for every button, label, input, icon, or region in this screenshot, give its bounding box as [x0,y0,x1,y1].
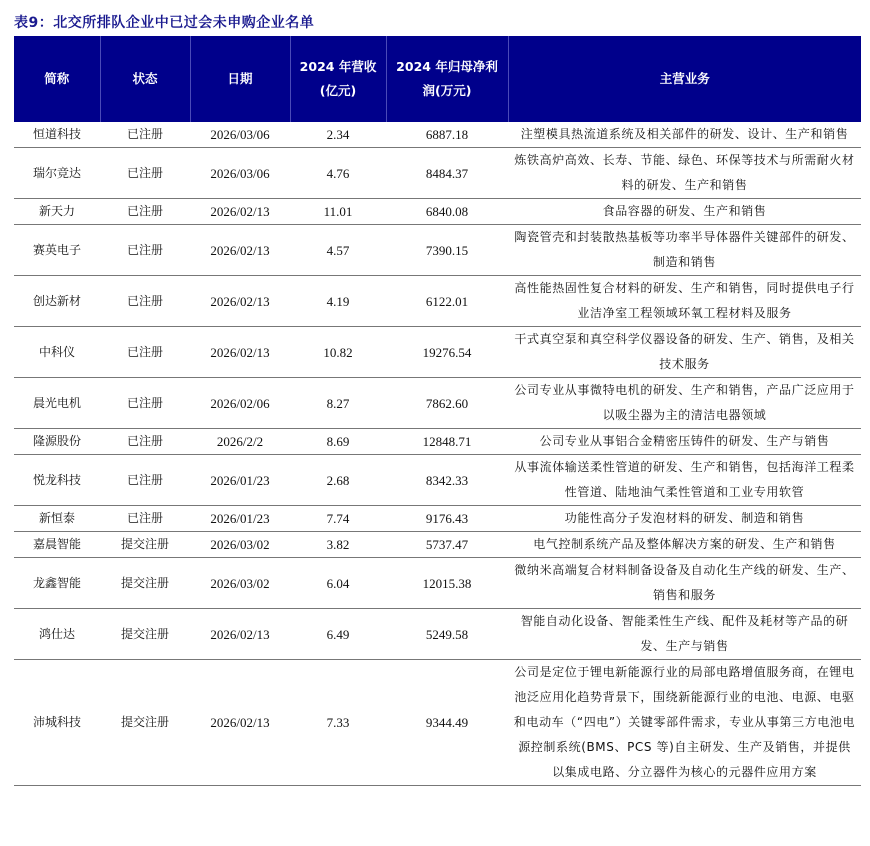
cell-profit: 6122.01 [386,276,508,327]
cell-status: 已注册 [100,199,190,225]
cell-revenue: 3.82 [290,532,386,558]
cell-name: 嘉晨智能 [14,532,100,558]
cell-business: 功能性高分子发泡材料的研发、制造和销售 [508,506,861,532]
cell-name: 龙鑫智能 [14,558,100,609]
cell-profit: 7390.15 [386,225,508,276]
cell-profit: 7862.60 [386,378,508,429]
cell-revenue: 8.69 [290,429,386,455]
cell-revenue: 4.76 [290,148,386,199]
cell-date: 2026/03/02 [190,532,290,558]
header-profit-line2: 润(万元) [422,83,472,98]
cell-revenue: 4.57 [290,225,386,276]
cell-date: 2026/03/06 [190,148,290,199]
cell-name: 晨光电机 [14,378,100,429]
cell-profit: 9344.49 [386,660,508,786]
cell-profit: 12848.71 [386,429,508,455]
cell-business: 炼铁高炉高效、长寿、节能、绿色、环保等技术与所需耐火材料的研发、生产和销售 [508,148,861,199]
table-row [14,148,861,199]
table-row [14,532,861,558]
header-row [14,36,861,122]
table-caption: 表9：北交所排队企业中已过会未申购企业名单 [14,15,315,31]
header-revenue [290,36,386,122]
cell-profit: 6887.18 [386,122,508,148]
cell-status: 已注册 [100,327,190,378]
cell-name: 隆源股份 [14,429,100,455]
header-business: 主营业务 [508,36,861,122]
cell-profit: 12015.38 [386,558,508,609]
cell-name: 瑞尔竞达 [14,148,100,199]
cell-business: 智能自动化设备、智能柔性生产线、配件及耗材等产品的研发、生产与销售 [508,609,861,660]
cell-business: 高性能热固性复合材料的研发、生产和销售，同时提供电子行业洁净室工程领域环氧工程材料及服务 [508,276,861,327]
header-profit-line1: 2024 年归母净利 [396,59,498,74]
cell-status: 已注册 [100,225,190,276]
cell-business: 电气控制系统产品及整体解决方案的研发、生产和销售 [508,532,861,558]
header-date: 日期 [190,36,290,122]
cell-date: 2026/03/06 [190,122,290,148]
cell-name: 鸿仕达 [14,609,100,660]
cell-business: 注塑模具热流道系统及相关部件的研发、设计、生产和销售 [508,122,861,148]
cell-date: 2026/02/13 [190,327,290,378]
cell-date: 2026/02/13 [190,199,290,225]
cell-status: 提交注册 [100,660,190,786]
cell-business: 公司专业从事铝合金精密压铸件的研发、生产与销售 [508,429,861,455]
cell-revenue: 6.49 [290,609,386,660]
cell-business: 干式真空泵和真空科学仪器设备的研发、生产、销售，及相关技术服务 [508,327,861,378]
table-row [14,455,861,506]
table-row [14,429,861,455]
header-revenue-line1: 2024 年营收 [299,59,377,74]
cell-revenue: 2.68 [290,455,386,506]
cell-status: 已注册 [100,276,190,327]
cell-date: 2026/02/13 [190,660,290,786]
cell-profit: 19276.54 [386,327,508,378]
cell-revenue: 7.33 [290,660,386,786]
table-row [14,276,861,327]
table-row [14,506,861,532]
table-row [14,225,861,276]
table-row [14,558,861,609]
table-row [14,609,861,660]
cell-date: 2026/02/13 [190,276,290,327]
header-status: 状态 [100,36,190,122]
cell-profit: 6840.08 [386,199,508,225]
cell-name: 悦龙科技 [14,455,100,506]
company-table [14,36,861,786]
cell-date: 2026/02/13 [190,225,290,276]
cell-revenue: 7.74 [290,506,386,532]
cell-revenue: 2.34 [290,122,386,148]
cell-date: 2026/02/06 [190,378,290,429]
header-profit [386,36,508,122]
cell-profit: 5737.47 [386,532,508,558]
cell-name: 中科仪 [14,327,100,378]
cell-date: 2026/01/23 [190,506,290,532]
cell-name: 新恒泰 [14,506,100,532]
cell-status: 已注册 [100,122,190,148]
cell-profit: 5249.58 [386,609,508,660]
cell-status: 已注册 [100,148,190,199]
cell-status: 已注册 [100,378,190,429]
cell-date: 2026/2/2 [190,429,290,455]
header-revenue-line2: (亿元) [319,83,357,98]
cell-date: 2026/01/23 [190,455,290,506]
table-row [14,327,861,378]
header-name: 简称 [14,36,100,122]
cell-status: 已注册 [100,506,190,532]
cell-business: 从事流体输送柔性管道的研发、生产和销售，包括海洋工程柔性管道、陆地油气柔性管道和工业专用软管 [508,455,861,506]
cell-revenue: 8.27 [290,378,386,429]
cell-revenue: 6.04 [290,558,386,609]
cell-name: 恒道科技 [14,122,100,148]
cell-revenue: 11.01 [290,199,386,225]
cell-date: 2026/03/02 [190,558,290,609]
cell-revenue: 10.82 [290,327,386,378]
cell-business: 微纳米高端复合材料制备设备及自动化生产线的研发、生产、销售和服务 [508,558,861,609]
cell-business: 陶瓷管壳和封装散热基板等功率半导体器件关键部件的研发、制造和销售 [508,225,861,276]
cell-status: 已注册 [100,429,190,455]
cell-status: 提交注册 [100,558,190,609]
table-row [14,378,861,429]
cell-profit: 8484.37 [386,148,508,199]
cell-status: 已注册 [100,455,190,506]
cell-name: 赛英电子 [14,225,100,276]
cell-date: 2026/02/13 [190,609,290,660]
cell-profit: 9176.43 [386,506,508,532]
cell-status: 提交注册 [100,532,190,558]
cell-business: 公司专业从事微特电机的研发、生产和销售，产品广泛应用于以吸尘器为主的清洁电器领域 [508,378,861,429]
cell-business: 食品容器的研发、生产和销售 [508,199,861,225]
table-row [14,660,861,786]
cell-name: 新天力 [14,199,100,225]
cell-status: 提交注册 [100,609,190,660]
cell-revenue: 4.19 [290,276,386,327]
cell-profit: 8342.33 [386,455,508,506]
cell-business: 公司是定位于锂电新能源行业的局部电路增值服务商，在锂电池泛应用化趋势背景下，围绕新能源行业的电池、电源、电驱和电动车（“四电”）关键零部件需求，专业从事第三方电池电源控制系统(BMS、PCS 等)自主研发、生产及销售，并提供以集成电路、分立器件为核心的元器件应用方案 [508,660,861,786]
table-row [14,122,861,148]
cell-name: 创达新材 [14,276,100,327]
cell-name: 沛城科技 [14,660,100,786]
table-row [14,199,861,225]
